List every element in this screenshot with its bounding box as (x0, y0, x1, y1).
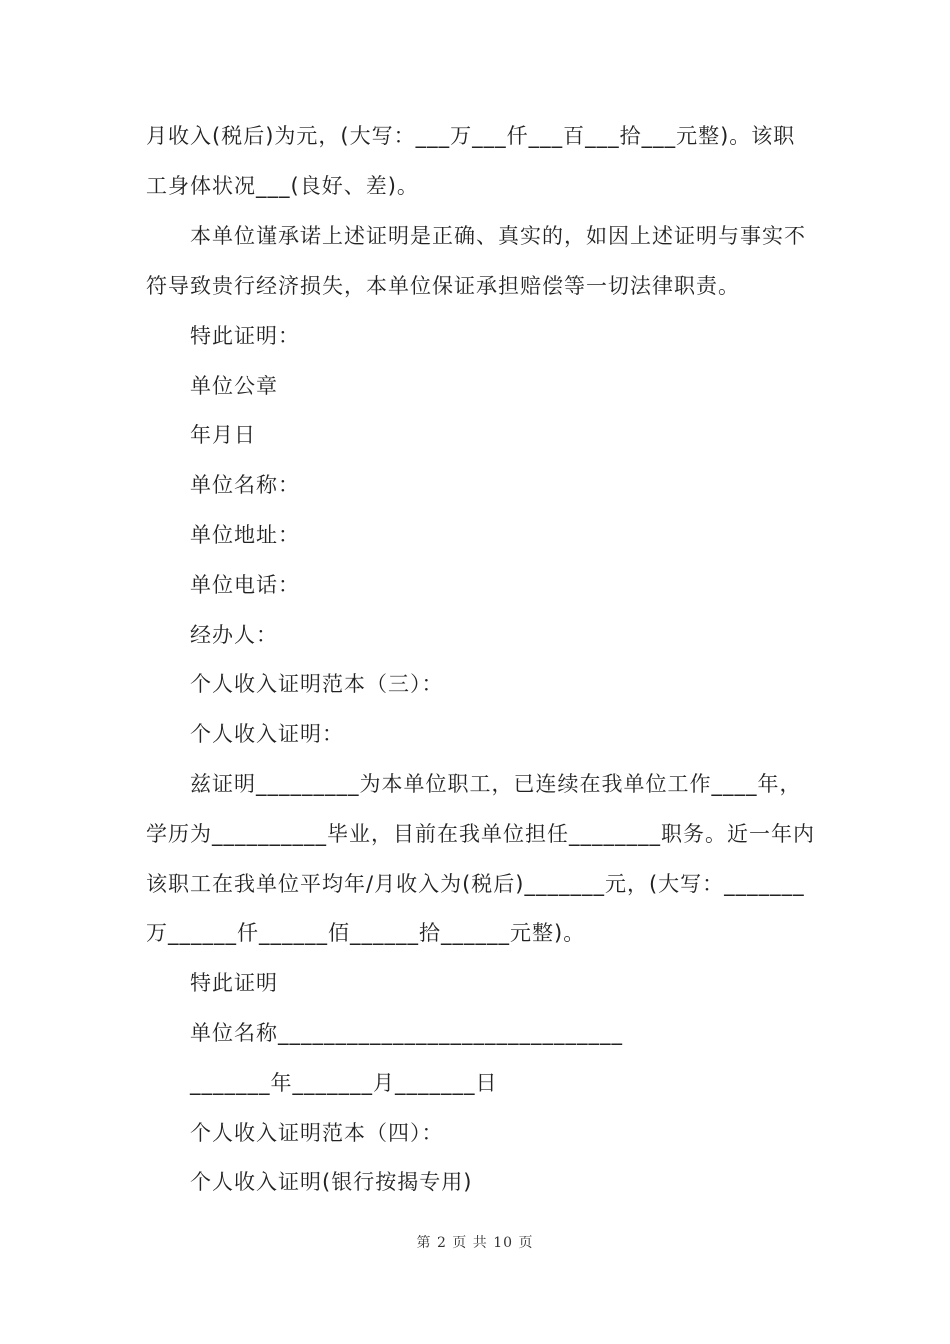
paragraph-line: _______年_______月_______日 (190, 1071, 498, 1095)
paragraph-line: 单位名称： (190, 473, 300, 497)
paragraph-line: 特此证明： (190, 324, 300, 348)
paragraph-line: 单位名称______________________________ (190, 1021, 623, 1045)
paragraph-line: 本单位谨承诺上述证明是正确、真实的，如因上述证明与事实不 (190, 224, 806, 248)
paragraph-line: 经办人： (190, 623, 278, 647)
paragraph-line: 万______仟______佰______拾______元整)。 (146, 921, 586, 945)
paragraph-line: 单位公章 (190, 374, 278, 398)
paragraph-line: 特此证明 (190, 971, 278, 995)
section-heading: 个人收入证明范本（三）： (190, 672, 444, 696)
paragraph-line: 个人收入证明： (190, 722, 344, 746)
paragraph-line: 该职工在我单位平均年/月收入为(税后)_______元，(大写：_______ (146, 872, 805, 896)
paragraph-line: 月收入(税后)为元，(大写：___万___仟___百___拾___元整)。该职 (146, 124, 796, 148)
paragraph-line: 单位电话： (190, 573, 300, 597)
paragraph-line: 单位地址： (190, 523, 300, 547)
paragraph-line: 学历为__________毕业，目前在我单位担任________职务。近一年内 (146, 822, 815, 846)
paragraph-line: 兹证明_________为本单位职工，已连续在我单位工作____年， (190, 772, 802, 796)
paragraph-line: 个人收入证明(银行按揭专用) (190, 1170, 473, 1194)
paragraph-line: 年月日 (190, 423, 256, 447)
page-number-footer: 第 2 页 共 10 页 (416, 1235, 534, 1251)
section-heading: 个人收入证明范本（四）： (190, 1121, 444, 1145)
paragraph-line: 符导致贵行经济损失，本单位保证承担赔偿等一切法律职责。 (146, 274, 740, 298)
paragraph-line: 工身体状况___(良好、差)。 (146, 174, 419, 198)
